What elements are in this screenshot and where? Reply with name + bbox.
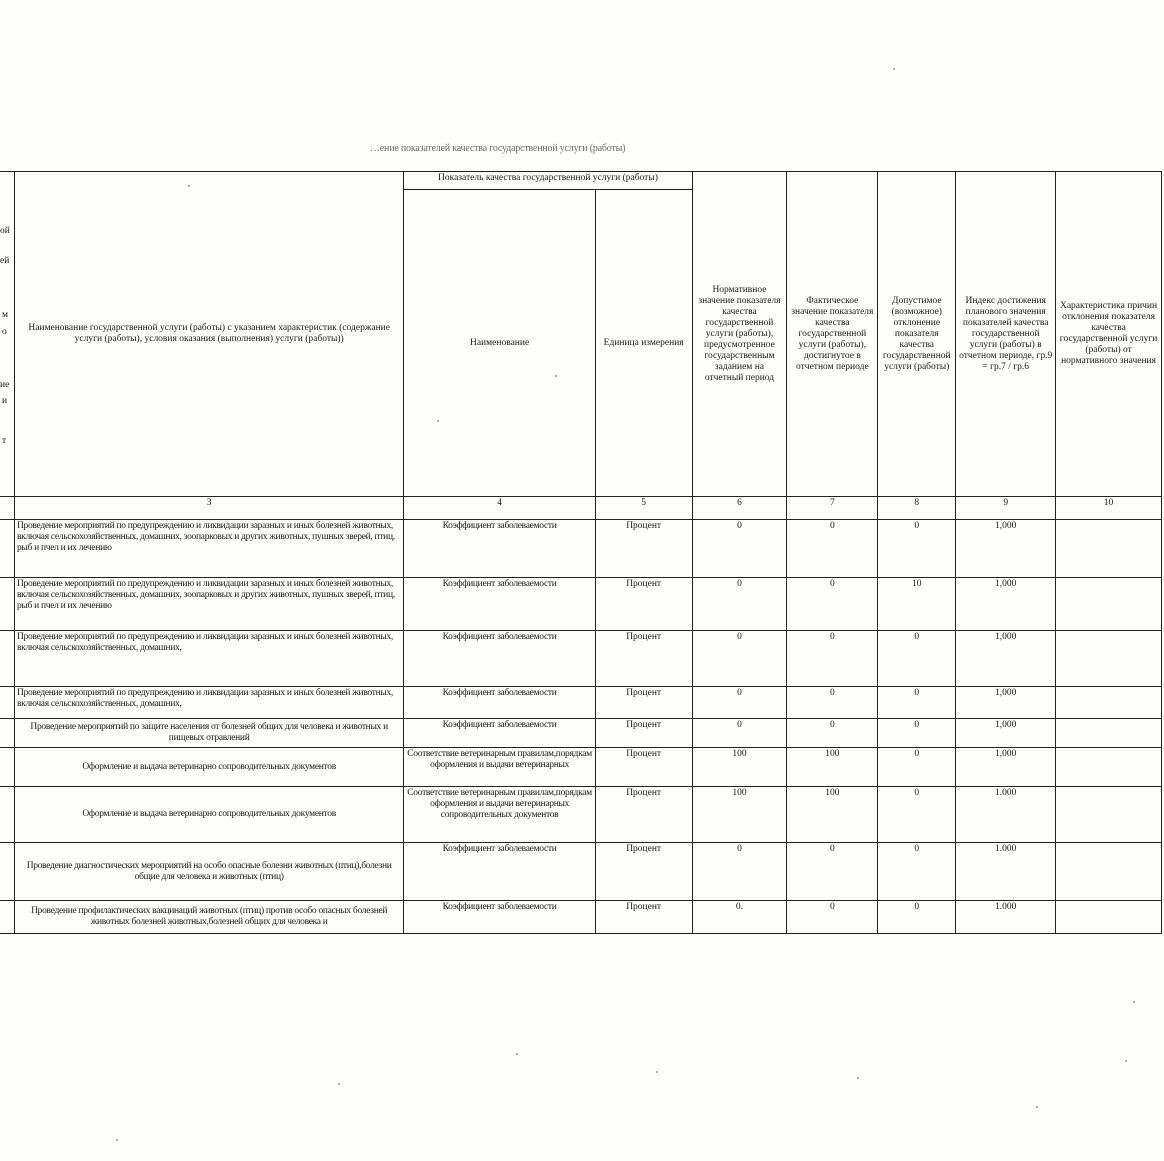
service-name-cell: Проведение мероприятий по предупреждению и ликвидации заразных и иных болезней животных, включая сельскохозяйственных, домашних, [14,687,403,719]
quality-indicators-table [0,171,1162,934]
column-number: 5 [595,497,692,520]
left-stub-cell [0,787,14,843]
table-row [0,687,1162,719]
column-number: 6 [692,497,787,520]
deviation-value-cell: 0 [878,520,956,578]
table-row [0,719,1162,748]
column-numbers-row [0,497,1162,520]
scan-speck [338,1083,340,1085]
actual-value-cell: 0 [787,687,878,719]
left-stub-cell [0,687,14,719]
normative-value-cell: 0 [692,520,787,578]
reason-cell [1056,719,1162,748]
deviation-value-cell: 0 [878,719,956,748]
stub-fragment: о [2,327,7,337]
reason-cell [1056,748,1162,787]
left-stub-cell [0,172,14,497]
column-number: 7 [787,497,878,520]
header-normative: Нормативное значение показателя качества государственной услуги (работы), предусмотренное государственным заданием на отчетный период [692,172,787,497]
column-number-empty [0,497,14,520]
left-stub-cell [0,748,14,787]
stub-fragment: т [2,436,7,446]
indicator-name-cell: Коэффициент заболеваемости [404,843,595,901]
left-stub-cell [0,631,14,687]
page-title: …ение показателей качества государственной услуги (работы) [370,143,626,154]
left-stub-cell [0,901,14,934]
scan-speck [893,68,895,70]
header-deviation: Допустимое (возможное) отклонение показателя качества государственной услуги (работы) [878,172,956,497]
indicator-name-cell: Коэффициент заболеваемости [404,631,595,687]
index-value-cell: 1,000 [956,578,1056,631]
column-number: 9 [956,497,1056,520]
service-name-cell: Проведение мероприятий по предупреждению и ликвидации заразных и иных болезней животных, включая сельскохозяйственных, домашних, зоопарковых и других животных, пушных зверей, птиц, рыб и пчел и их лечению [14,578,403,631]
header-index: Индекс достижения планового значения показателей качества государственной услуги (работы) в отчетном периоде, гр.9 = гр.7 / гр.6 [956,172,1056,497]
normative-value-cell: 0 [692,843,787,901]
actual-value-cell: 100 [787,787,878,843]
index-value-cell: 1.000 [956,901,1056,934]
deviation-value-cell: 0 [878,687,956,719]
index-value-cell: 1.000 [956,787,1056,843]
unit-cell: Процент [595,787,692,843]
service-name-cell: Проведение мероприятий по предупреждению и ликвидации заразных и иных болезней животных, включая сельскохозяйственных, домашних, [14,631,403,687]
reason-cell [1056,901,1162,934]
column-number: 8 [878,497,956,520]
index-value-cell: 1,000 [956,748,1056,787]
actual-value-cell: 0 [787,843,878,901]
actual-value-cell: 0 [787,631,878,687]
header-indicator-name: Наименование [404,190,595,497]
scan-speck [516,1053,518,1055]
indicator-name-cell: Коэффициент заболеваемости [404,520,595,578]
actual-value-cell: 0 [787,520,878,578]
normative-value-cell: 0. [692,901,787,934]
deviation-value-cell: 0 [878,901,956,934]
indicator-name-cell: Коэффициент заболеваемости [404,578,595,631]
service-name-cell: Проведение мероприятий по предупреждению и ликвидации заразных и иных болезней животных, включая сельскохозяйственных, домашних, зоопарковых и других животных, пушных зверей, птиц, рыб и пчел и их лечению [14,520,403,578]
scan-speck [188,185,190,187]
actual-value-cell: 0 [787,578,878,631]
header-reason: Характеристика причин отклонения показателя качества государственной услуги (работы) от нормативного значения [1056,172,1162,497]
deviation-value-cell: 0 [878,748,956,787]
stub-fragment: и [2,396,8,406]
scan-speck [1036,1106,1038,1108]
scan-speck [656,1071,658,1073]
unit-cell: Процент [595,578,692,631]
unit-cell: Процент [595,520,692,578]
stub-fragment: м [2,310,9,320]
actual-value-cell: 0 [787,901,878,934]
scan-speck [857,1077,859,1079]
service-name-cell: Оформление и выдача ветеринарно сопроводительных документов [14,787,403,843]
indicator-name-cell: Коэффициент заболеваемости [404,687,595,719]
index-value-cell: 1,000 [956,631,1056,687]
scan-speck [1125,1060,1127,1062]
scan-speck [437,420,439,422]
actual-value-cell: 0 [787,719,878,748]
service-name-cell: Оформление и выдача ветеринарно сопроводительных документов [14,748,403,787]
table-row [0,578,1162,631]
table-row [0,631,1162,687]
scan-speck [555,375,557,377]
indicator-name-cell: Соответствие ветеринарным правилам,порядкам оформления и выдачи ветеринарных [404,748,595,787]
service-name-cell: Проведение мероприятий по защите населения от болезней общих для человека и животных и пищевых отравлений [14,719,403,748]
unit-cell: Процент [595,843,692,901]
stub-fragment: ие [0,380,10,390]
reason-cell [1056,787,1162,843]
reason-cell [1056,578,1162,631]
actual-value-cell: 100 [787,748,878,787]
indicator-name-cell: Коэффициент заболеваемости [404,901,595,934]
column-number: 4 [404,497,595,520]
index-value-cell: 1,000 [956,687,1056,719]
header-service-name: Наименование государственной услуги (работы) с указанием характеристик (содержание услуги (работы), условия оказания (выполнения) услуги (работы)) [14,172,403,497]
service-name-cell: Проведение диагностических мероприятий на особо опасные болезни животных (птиц),болезни общие для человека и животных (птиц) [14,843,403,901]
normative-value-cell: 100 [692,787,787,843]
header-indicator-group: Показатель качества государственной услуги (работы) [404,172,692,190]
deviation-value-cell: 10 [878,578,956,631]
header-unit: Единица измерения [595,190,692,497]
scan-speck [1133,1001,1135,1003]
reason-cell [1056,520,1162,578]
table-row [0,787,1162,843]
stub-fragment: ой [0,226,10,236]
normative-value-cell: 0 [692,631,787,687]
normative-value-cell: 0 [692,578,787,631]
reason-cell [1056,631,1162,687]
table-row [0,843,1162,901]
index-value-cell: 1.000 [956,843,1056,901]
indicator-name-cell: Коэффициент заболеваемости [404,719,595,748]
unit-cell: Процент [595,687,692,719]
column-number: 3 [14,497,403,520]
left-stub-cell [0,578,14,631]
reason-cell [1056,843,1162,901]
service-name-cell: Проведение профилактических вакцинаций животных (птиц) против особо опасных болезней животных болезней животных,болезней общих для человека и [14,901,403,934]
deviation-value-cell: 0 [878,787,956,843]
unit-cell: Процент [595,901,692,934]
left-stub-cell [0,843,14,901]
normative-value-cell: 0 [692,719,787,748]
stub-fragment: ей [0,256,10,266]
table-row [0,520,1162,578]
index-value-cell: 1,000 [956,719,1056,748]
left-stub-cell [0,719,14,748]
deviation-value-cell: 0 [878,631,956,687]
unit-cell: Процент [595,631,692,687]
indicator-name-cell: Соответствие ветеринарным правилам,порядкам оформления и выдачи ветеринарных сопроводительных документов [404,787,595,843]
unit-cell: Процент [595,719,692,748]
scan-speck [116,1139,118,1141]
unit-cell: Процент [595,748,692,787]
index-value-cell: 1,000 [956,520,1056,578]
reason-cell [1056,687,1162,719]
column-number: 10 [1056,497,1162,520]
normative-value-cell: 100 [692,748,787,787]
header-actual: Фактическое значение показателя качества государственной услуги (работы), достигнутое в отчетном периоде [787,172,878,497]
left-stub-cell [0,520,14,578]
normative-value-cell: 0 [692,687,787,719]
table-row [0,748,1162,787]
deviation-value-cell: 0 [878,843,956,901]
table-row [0,901,1162,934]
